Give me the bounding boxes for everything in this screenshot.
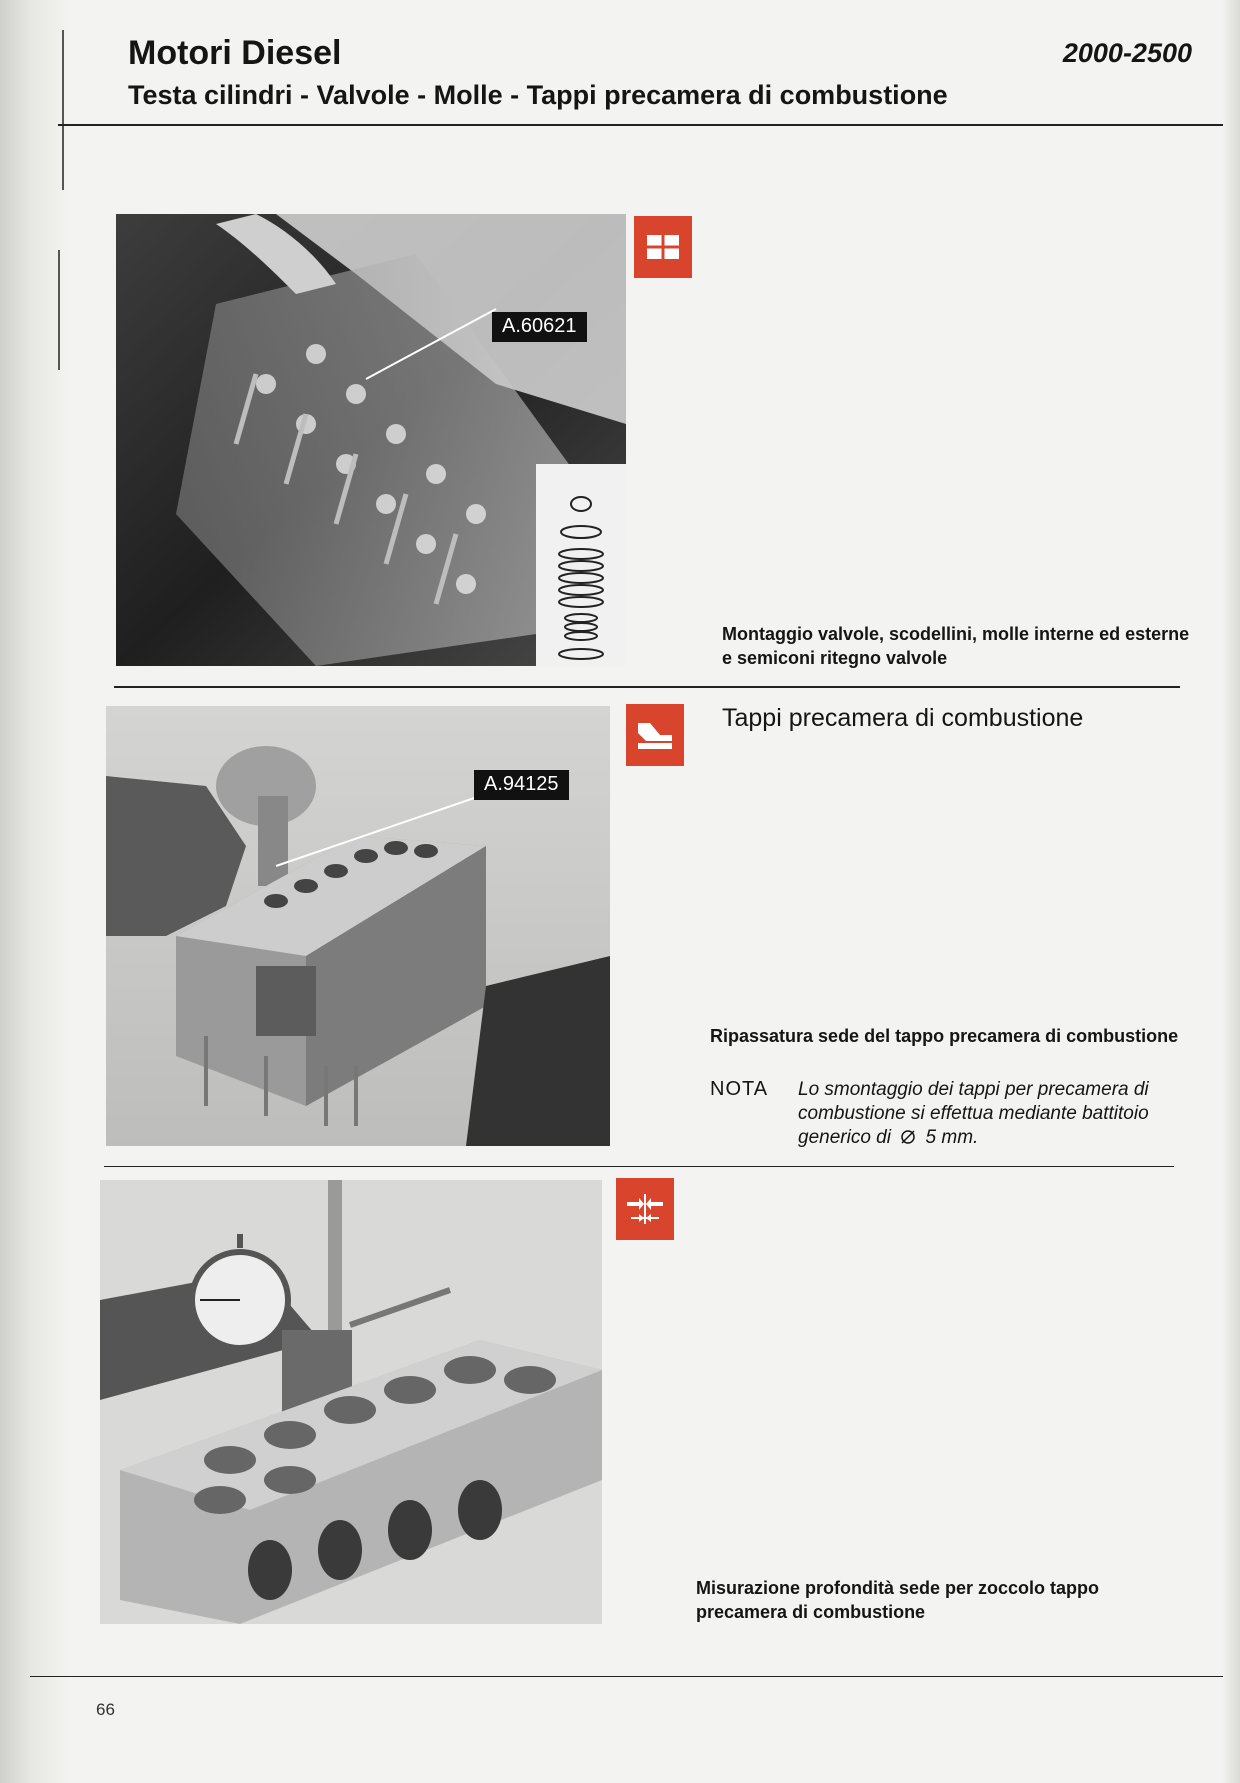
document-subtitle: Testa cilindri - Valvole - Molle - Tappi precamera di combustione <box>128 80 948 110</box>
valve-assembly-photo <box>116 214 626 666</box>
reaming-tool-icon <box>626 704 684 766</box>
footer-rule <box>30 1676 1223 1677</box>
section-rule <box>104 1166 1174 1167</box>
depth-measurement-photo <box>100 1180 602 1624</box>
disassembly-grid-icon <box>634 216 692 278</box>
tool-code-label: A.94125 <box>474 770 569 800</box>
page-edge <box>1222 0 1240 1783</box>
binding-edge <box>58 250 60 370</box>
document-title: Motori Diesel <box>128 34 342 72</box>
valve-assembly-caption: Montaggio valvole, scodellini, molle interne ed esterne e semiconi ritegno valvole <box>722 624 1190 668</box>
section-heading: Tappi precamera di combustione <box>722 704 1084 732</box>
nota-value: 5 mm. <box>925 1127 979 1148</box>
binding-edge <box>62 30 64 190</box>
diameter-symbol-icon <box>900 1128 916 1144</box>
model-range: 2000-2500 <box>1062 38 1192 68</box>
reaming-caption: Ripassatura sede del tappo precamera di combustione <box>710 1026 1179 1046</box>
measurement-arrows-icon <box>616 1178 674 1240</box>
depth-measurement-caption: Misurazione profondità sede per zoccolo tappo precamera di combustione <box>696 1578 1100 1622</box>
nota-body: Lo smontaggio dei tappi per precamera di combustione si effettua mediante battitoio generico di <box>798 1079 1149 1148</box>
nota-text <box>798 1078 1183 1150</box>
section-rule <box>114 686 1180 688</box>
header-rule <box>58 124 1223 126</box>
page-number: 66 <box>96 1700 115 1719</box>
nota-label: NOTA <box>710 1078 769 1100</box>
tool-code-label: A.60621 <box>492 312 587 342</box>
